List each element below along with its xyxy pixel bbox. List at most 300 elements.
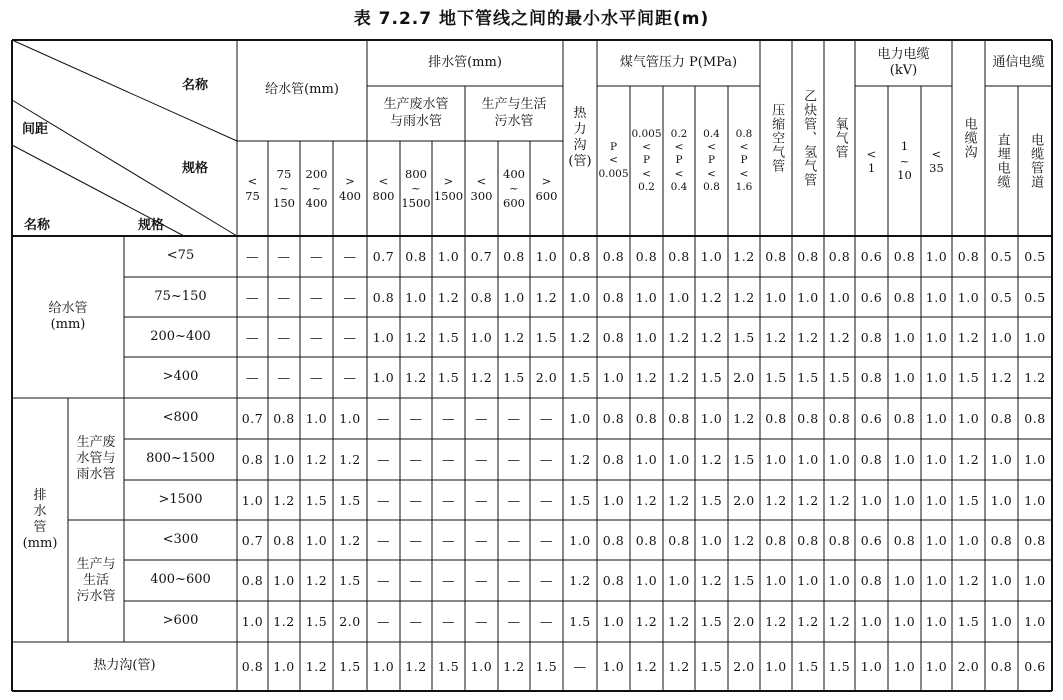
table-cell: —	[442, 452, 455, 467]
table-cell: 1.5	[569, 614, 591, 629]
table-cell: —	[442, 411, 455, 426]
table-cell: 1.2	[700, 289, 723, 305]
table-cell: 1.0	[990, 492, 1013, 508]
table-cell: 1.0	[828, 573, 851, 588]
table-cell: 1.2	[700, 573, 723, 588]
table-cell: 0.7	[470, 249, 493, 264]
table-cell: —	[377, 573, 390, 588]
table-cell: 1.2	[668, 370, 690, 385]
table-cell: 1.2	[635, 659, 658, 674]
table-cell: 0.8	[569, 249, 591, 264]
table-cell: 0.8	[470, 289, 493, 305]
table-cell: —	[343, 249, 357, 264]
table-cell: —	[277, 329, 291, 345]
table-cell: 1.0	[990, 452, 1013, 467]
table-cell: 0.8	[860, 573, 883, 588]
table-cell: 1.0	[893, 492, 916, 508]
table-cell: 0.8	[893, 532, 916, 548]
table-cell: 0.8	[273, 411, 295, 426]
table-cell: —	[507, 411, 521, 426]
header-drain-spec: > 600	[535, 174, 558, 203]
table-cell: 1.2	[797, 492, 819, 508]
table-cell: —	[507, 492, 521, 508]
table-cell: 1.5	[765, 370, 787, 385]
header-water-spec: < 75	[245, 174, 260, 203]
table-cell: 1.2	[437, 289, 460, 305]
table-cell: 1.0	[797, 573, 819, 588]
table-cell: 0.8	[602, 249, 625, 264]
header-power-spec: < 35	[929, 146, 944, 175]
table-cell: 1.5	[339, 492, 361, 508]
table-cell: —	[246, 249, 259, 264]
header-water-spec: 75 ~ 150	[273, 166, 295, 210]
table-cell: —	[475, 532, 488, 548]
table-cell: 1.2	[569, 452, 591, 467]
table-cell: —	[442, 532, 455, 548]
row-group-drain-sub1: 生产废 水管与 雨水管	[76, 434, 116, 483]
table-cell: 1.0	[372, 370, 395, 385]
table-cell: 1.0	[925, 370, 948, 385]
table-cell: 1.0	[635, 289, 658, 305]
table-cell: 0.8	[668, 532, 690, 548]
row-spec: <300	[162, 531, 199, 547]
table-cell: 0.8	[765, 532, 787, 548]
table-cell: 0.8	[990, 532, 1013, 548]
table-cell: 1.0	[1024, 614, 1046, 629]
corner-left-name: 名称	[24, 218, 51, 233]
table-cell: 1.0	[957, 289, 980, 305]
table-cell: 1.0	[765, 573, 787, 588]
header-telecom-spec: 电缆管道	[1028, 133, 1044, 189]
table-cell: 1.2	[700, 452, 723, 467]
table-cell: 1.0	[957, 411, 980, 426]
table-cell: —	[377, 532, 390, 548]
table-cell: 1.5	[305, 492, 328, 508]
header-gas-spec: 0.2 < P < 0.4	[670, 128, 688, 193]
table-cell: 0.8	[1024, 411, 1046, 426]
table-cell: —	[246, 329, 259, 345]
table-cell: 1.2	[668, 614, 690, 629]
table-cell: 0.8	[828, 249, 851, 264]
table-cell: 1.2	[339, 452, 361, 467]
header-telecom: 通信电缆	[992, 54, 1045, 70]
table-cell: 1.0	[1024, 573, 1046, 588]
table-cell: 1.2	[765, 492, 787, 508]
table-cell: 1.0	[797, 452, 819, 467]
table-cell: 1.0	[925, 411, 948, 426]
table-cell: 1.2	[957, 452, 980, 467]
table-cell: 1.0	[602, 659, 625, 674]
table-cell: 1.0	[602, 492, 625, 508]
table-cell: 1.0	[925, 289, 948, 305]
table-cell: 1.5	[535, 329, 558, 345]
table-cell: 1.2	[957, 573, 980, 588]
header-water-spec: 200 ~ 400	[305, 166, 328, 210]
table-cell: 1.0	[273, 659, 295, 674]
header-power-spec: < 1	[866, 146, 877, 175]
table-cell: 0.8	[797, 532, 819, 548]
table-cell: 1.5	[700, 659, 723, 674]
header-oxygen: 氧气管	[832, 117, 848, 159]
table-cell: 1.0	[893, 659, 916, 674]
table-cell: —	[507, 614, 521, 629]
table-cell: 0.8	[828, 532, 851, 548]
table-cell: —	[377, 614, 390, 629]
table-cell: 1.2	[700, 329, 723, 345]
table-cell: 1.0	[668, 452, 690, 467]
table-cell: 1.0	[305, 532, 328, 548]
table-cell: 1.0	[893, 329, 916, 345]
table-cell: 1.0	[893, 452, 916, 467]
table-cell: 0.8	[602, 411, 625, 426]
table-cell: 1.2	[273, 492, 295, 508]
table-cell: 1.2	[405, 659, 427, 674]
header-drain-spec: 800 ~ 1500	[401, 166, 431, 210]
row-spec: <75	[166, 248, 195, 264]
header-telecom-spec: 直埋电缆	[994, 133, 1010, 189]
table-cell: 1.0	[990, 329, 1013, 345]
table-cell: 2.0	[733, 614, 755, 629]
table-cell: 1.0	[990, 614, 1013, 629]
table-cell: 1.2	[957, 329, 980, 345]
table-cell: 1.0	[990, 573, 1013, 588]
table-cell: 1.5	[305, 614, 328, 629]
row-spec: >1500	[158, 491, 203, 507]
table-cell: 0.6	[1024, 659, 1046, 674]
table-cell: 1.0	[700, 249, 723, 264]
table-cell: 1.5	[957, 370, 980, 385]
table-cell: 2.0	[733, 659, 755, 674]
table-cell: 1.0	[925, 614, 948, 629]
table-cell: 0.6	[860, 411, 883, 426]
table-cell: 1.0	[765, 289, 787, 305]
table-cell: —	[409, 614, 423, 629]
header-drain-spec: < 300	[470, 174, 493, 203]
table-cell: 1.5	[828, 659, 851, 674]
table-cell: 1.0	[957, 532, 980, 548]
table-cell: 1.0	[893, 614, 916, 629]
table-cell: 0.8	[893, 289, 916, 305]
table-cell: 1.2	[797, 614, 819, 629]
header-drain-spec: < 800	[372, 174, 395, 203]
table-cell: 0.8	[828, 411, 851, 426]
table-cell: 1.0	[668, 289, 690, 305]
table-cell: 0.8	[860, 329, 883, 345]
table-cell: 0.8	[990, 659, 1013, 674]
table-cell: 0.8	[797, 411, 819, 426]
corner-top-name: 名称	[182, 78, 209, 93]
table-cell: 0.8	[668, 411, 690, 426]
table-cell: 0.8	[241, 573, 264, 588]
table-cell: 1.2	[765, 329, 787, 345]
table-cell: 1.5	[733, 452, 755, 467]
table-cell: 1.2	[990, 370, 1013, 385]
table-cell: 1.2	[503, 659, 525, 674]
table-cell: 1.5	[957, 492, 980, 508]
table-cell: 0.8	[797, 249, 819, 264]
table-cell: 2.0	[535, 370, 558, 385]
table-cell: 1.2	[535, 289, 558, 305]
table-cell: 1.0	[273, 573, 295, 588]
table-cell: 1.0	[893, 573, 916, 588]
table-cell: 1.2	[733, 249, 755, 264]
header-power-cable: 电力电缆 (kV)	[877, 46, 930, 78]
table-cell: 1.2	[733, 532, 755, 548]
table-cell: 1.5	[437, 370, 460, 385]
table-cell: 1.2	[305, 659, 328, 674]
table-cell: 1.2	[635, 614, 658, 629]
table-cell: —	[246, 289, 259, 305]
table-cell: —	[507, 452, 521, 467]
table-cell: 1.5	[339, 573, 361, 588]
table-cell: —	[475, 411, 488, 426]
table-cell: —	[475, 614, 488, 629]
header-power-spec: 1 ~ 10	[897, 139, 912, 183]
table-cell: 1.5	[437, 659, 460, 674]
table-cell: —	[409, 452, 423, 467]
table-cell: 1.5	[797, 659, 819, 674]
table-cell: 1.5	[733, 329, 755, 345]
row-group-drain: 排 水 管 (mm)	[22, 487, 58, 552]
table-cell: 0.7	[241, 532, 264, 548]
table-cell: 1.0	[535, 249, 558, 264]
table-cell: 1.2	[733, 411, 755, 426]
table-cell: 0.8	[602, 289, 625, 305]
table-cell: —	[377, 452, 390, 467]
header-heat-trench: 热 力 沟 (管)	[568, 105, 592, 170]
table-cell: 2.0	[733, 492, 755, 508]
row-spec: 75~150	[154, 288, 207, 304]
table-cell: 1.5	[828, 370, 851, 385]
table-cell: 0.8	[1024, 532, 1046, 548]
table-title: 表 7.2.7 地下管线之间的最小水平间距(m)	[353, 9, 710, 29]
table-cell: 1.0	[372, 329, 395, 345]
table-cell: 0.7	[241, 411, 264, 426]
table-cell: 1.2	[405, 370, 427, 385]
table-cell: —	[310, 289, 323, 305]
table-cell: 2.0	[733, 370, 755, 385]
row-spec: >600	[162, 613, 199, 629]
header-acetylene-hydrogen: 乙炔管、氢气管	[801, 89, 817, 187]
table-cell: —	[507, 532, 521, 548]
table-cell: 1.2	[569, 573, 591, 588]
row-group-heat-trench: 热力沟(管)	[93, 658, 156, 674]
table-cell: 1.2	[569, 329, 591, 345]
table-cell: 1.0	[925, 452, 948, 467]
table-cell: —	[377, 411, 390, 426]
header-gas-spec: 0.8 < P < 1.6	[735, 128, 753, 193]
table-cell: 1.0	[700, 532, 723, 548]
table-cell: —	[540, 452, 553, 467]
table-cell: 1.2	[503, 329, 525, 345]
table-cell: —	[442, 573, 455, 588]
table-cell: 1.2	[668, 492, 690, 508]
table-cell: 0.8	[635, 532, 658, 548]
table-cell: 1.2	[635, 370, 658, 385]
table-cell: 0.8	[372, 289, 395, 305]
table-cell: —	[310, 370, 323, 385]
table-cell: 1.0	[700, 411, 723, 426]
table-cell: —	[277, 289, 291, 305]
table-cell: 1.2	[668, 329, 690, 345]
table-cell: 1.2	[635, 492, 658, 508]
table-cell: 0.6	[860, 532, 883, 548]
table-cell: 1.0	[241, 614, 264, 629]
table-cell: 1.2	[339, 532, 361, 548]
table-cell: —	[540, 492, 553, 508]
table-cell: 1.0	[860, 659, 883, 674]
table-cell: 0.8	[668, 249, 690, 264]
table-cell: —	[573, 659, 587, 674]
table-cell: —	[507, 573, 521, 588]
table-cell: 1.0	[470, 659, 493, 674]
table-cell: —	[310, 249, 323, 264]
table-cell: 1.2	[305, 573, 328, 588]
table-cell: 0.8	[635, 249, 658, 264]
table-cell: 0.5	[1024, 289, 1046, 305]
table-cell: 0.5	[990, 289, 1013, 305]
table-cell: 1.5	[339, 659, 361, 674]
table-cell: —	[540, 614, 553, 629]
table-cell: 1.0	[602, 614, 625, 629]
table-cell: 1.0	[437, 249, 460, 264]
header-drain-sub1: 生产废水管 与雨水管	[383, 97, 449, 129]
table-cell: 1.5	[700, 614, 723, 629]
table-cell: 0.8	[765, 411, 787, 426]
header-gas: 煤气管压力 P(MPa)	[619, 54, 738, 70]
table-cell: 1.5	[569, 370, 591, 385]
table-cell: 1.0	[241, 492, 264, 508]
table-cell: 1.2	[828, 329, 851, 345]
table-cell: 1.2	[668, 659, 690, 674]
table-cell: 1.2	[765, 614, 787, 629]
table-cell: —	[377, 492, 390, 508]
table-cell: 1.2	[470, 370, 493, 385]
table-cell: 1.5	[957, 614, 980, 629]
header-gas-spec: P < 0.005	[598, 141, 629, 180]
table-cell: —	[540, 411, 553, 426]
table-cell: 1.0	[305, 411, 328, 426]
table-cell: 0.8	[860, 452, 883, 467]
table-cell: 1.2	[1024, 370, 1046, 385]
table-cell: 1.0	[635, 329, 658, 345]
table-cell: 1.2	[273, 614, 295, 629]
table-cell: 0.8	[602, 452, 625, 467]
row-spec: 200~400	[150, 328, 211, 344]
table-cell: 0.5	[990, 249, 1013, 264]
row-spec: >400	[162, 369, 199, 385]
table-cell: 1.5	[437, 329, 460, 345]
table-cell: —	[442, 492, 455, 508]
table-cell: 0.8	[241, 452, 264, 467]
table-cell: 1.5	[569, 492, 591, 508]
table-cell: 1.0	[925, 573, 948, 588]
table-cell: 1.0	[503, 289, 525, 305]
table-cell: 0.8	[635, 411, 658, 426]
table-cell: 0.7	[372, 249, 395, 264]
table-cell: —	[409, 492, 423, 508]
table-cell: 1.2	[797, 329, 819, 345]
header-water: 给水管(mm)	[265, 82, 339, 98]
table-cell: 1.0	[339, 411, 361, 426]
table-cell: —	[343, 289, 357, 305]
table-cell: 1.5	[700, 492, 723, 508]
header-compressed-air: 压缩空气管	[769, 103, 785, 173]
table-cell: 1.0	[635, 573, 658, 588]
table-cell: 1.0	[602, 370, 625, 385]
table-cell: 0.8	[765, 249, 787, 264]
header-water-spec: > 400	[339, 174, 361, 203]
table-cell: 0.8	[602, 573, 625, 588]
table-cell: 1.0	[925, 492, 948, 508]
row-spec: <800	[162, 410, 199, 426]
header-drain: 排水管(mm)	[428, 54, 502, 70]
table-cell: 1.0	[372, 659, 395, 674]
table-cell: 0.6	[860, 289, 883, 305]
table-cell: 1.0	[1024, 452, 1046, 467]
table-cell: 0.8	[273, 532, 295, 548]
table-cell: 1.0	[925, 329, 948, 345]
table-cell: —	[310, 329, 323, 345]
corner-top-spec: 规格	[182, 161, 209, 176]
table-cell: 1.2	[405, 329, 427, 345]
table-cell: —	[246, 370, 259, 385]
table-cell: 1.0	[569, 411, 591, 426]
table-cell: —	[475, 492, 488, 508]
table-cell: 1.0	[470, 329, 493, 345]
table-cell: 1.2	[828, 614, 851, 629]
table-cell: 1.0	[860, 614, 883, 629]
table-cell: 2.0	[957, 659, 980, 674]
table-cell: 1.0	[925, 659, 948, 674]
table-cell: 1.0	[1024, 492, 1046, 508]
table-cell: 1.0	[569, 532, 591, 548]
table-cell: 1.0	[273, 452, 295, 467]
table-cell: 1.0	[828, 452, 851, 467]
table-cell: 1.0	[405, 289, 427, 305]
table-cell: —	[409, 532, 423, 548]
table-cell: —	[277, 249, 291, 264]
row-group-drain-sub2: 生产与 生活 污水管	[76, 556, 116, 605]
table-cell: 0.8	[405, 249, 427, 264]
table-cell: 1.2	[828, 492, 851, 508]
table-cell: 0.8	[503, 249, 525, 264]
table-cell: 1.0	[893, 370, 916, 385]
table-cell: 0.8	[893, 249, 916, 264]
table-cell: —	[540, 573, 553, 588]
table-cell: —	[475, 452, 488, 467]
row-spec: 400~600	[150, 572, 211, 588]
table-cell: 1.2	[305, 452, 328, 467]
table-cell: 1.0	[765, 659, 787, 674]
table-cell: 1.5	[503, 370, 525, 385]
header-gas-spec: 0.005 < P < 0.2	[631, 128, 662, 193]
header-cable-trench: 电缆沟	[961, 117, 977, 159]
table-cell: 1.0	[1024, 329, 1046, 345]
table-cell: 0.8	[893, 411, 916, 426]
corner-spacing: 间距	[22, 122, 49, 137]
table-cell: 0.8	[602, 532, 625, 548]
header-drain-spec: 400 ~ 600	[503, 166, 525, 210]
corner-left-spec: 规格	[138, 218, 165, 233]
table-cell: 1.0	[635, 452, 658, 467]
table-cell: 1.0	[765, 452, 787, 467]
row-group-water: 给水管 (mm)	[48, 300, 88, 332]
table-cell: —	[442, 614, 455, 629]
header-drain-sub2: 生产与生活 污水管	[481, 97, 547, 129]
table-cell: 1.0	[797, 289, 819, 305]
table-cell: 1.5	[733, 573, 755, 588]
